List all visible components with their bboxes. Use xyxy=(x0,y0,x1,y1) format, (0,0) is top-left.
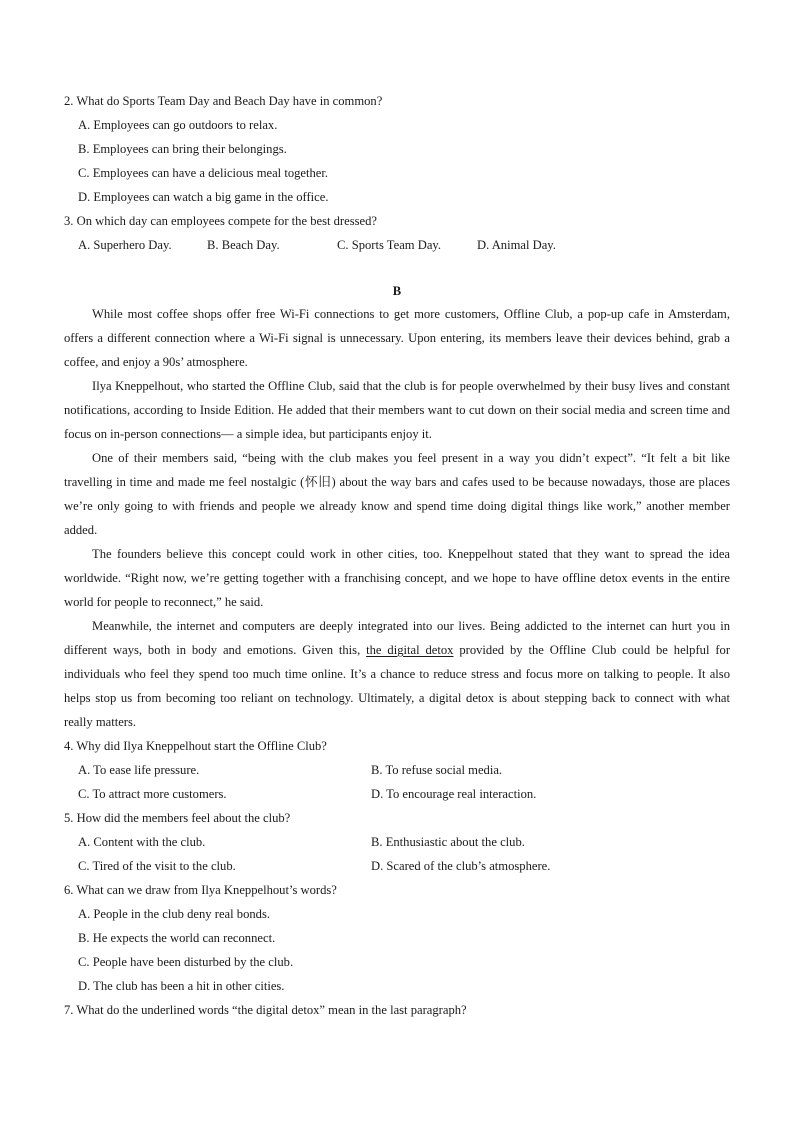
q4-option-d: D. To encourage real interaction. xyxy=(371,787,537,801)
q4-option-c: C. To attract more customers. xyxy=(78,787,227,801)
question-4: 4. Why did Ilya Kneppelhout start the Offline Club? xyxy=(64,739,327,753)
q3-option-b: B. Beach Day. xyxy=(207,238,280,252)
q5-option-c: C. Tired of the visit to the club. xyxy=(78,859,236,873)
q5-option-d: D. Scared of the club’s atmosphere. xyxy=(371,859,551,873)
section-title: B xyxy=(392,284,402,298)
q2-option-b: B. Employees can bring their belongings. xyxy=(78,142,287,156)
q6-option-b: B. He expects the world can reconnect. xyxy=(78,931,276,945)
passage-paragraph-4: The founders believe this concept could work in other cities, too. Kneppelhout stated that they want to spread the idea worldwide. “Right now, we’re getting together with a franchising concept, and we hope to have offline detox events in the entire world for people to reconnect,” he said. xyxy=(64,547,730,609)
q2-option-c: C. Employees can have a delicious meal together. xyxy=(78,166,329,180)
q6-option-c: C. People have been disturbed by the club. xyxy=(78,955,294,969)
q6-option-a: A. People in the club deny real bonds. xyxy=(78,907,271,921)
q3-option-c: C. Sports Team Day. xyxy=(337,238,442,252)
q5-option-a: A. Content with the club. xyxy=(78,835,206,849)
q3-option-a: A. Superhero Day. xyxy=(78,238,172,252)
passage-paragraph-3: One of their members said, “being with the club makes you feel present in a way you didn’t expect”. “It felt a bit like travelling in time and made me feel nostalgic (怀旧) about the way bars and cafes used to be because nowadays, those are places we’re only going to with friends and people we already know and spend time doing digital things like work,” another member added. xyxy=(64,451,730,537)
q5-option-b: B. Enthusiastic about the club. xyxy=(371,835,525,849)
underlined-phrase: the digital detox xyxy=(366,643,454,657)
q6-option-d: D. The club has been a hit in other cities. xyxy=(78,979,285,993)
q2-option-a: A. Employees can go outdoors to relax. xyxy=(78,118,278,132)
paragraph-5-text-end: provided by the Offline Club could be helpful for individuals who feel they spend too much time online. It’s a chance to reduce stress and focus more on talking to people. It also helps stop us from becoming too reliant on technology. Ultimately, a digital detox is about stepping back to connect with what really matters. xyxy=(64,643,731,729)
question-3: 3. On which day can employees compete for the best dressed? xyxy=(64,214,377,228)
q3-option-d: D. Animal Day. xyxy=(477,238,556,252)
q4-option-b: B. To refuse social media. xyxy=(371,763,503,777)
q4-option-a: A. To ease life pressure. xyxy=(78,763,200,777)
question-6: 6. What can we draw from Ilya Kneppelhout’s words? xyxy=(64,883,337,897)
question-2: 2. What do Sports Team Day and Beach Day have in common? xyxy=(64,94,383,108)
passage-paragraph-1: While most coffee shops offer free Wi-Fi connections to get more customers, Offline Club, a pop-up cafe in Amsterdam, offers a different connection where a Wi-Fi signal is unnecessary. Upon entering, its members leave their devices behind, grab a coffee, and enjoy a 90s’ atmosphere. xyxy=(64,307,730,369)
q2-option-d: D. Employees can watch a big game in the office. xyxy=(78,190,329,204)
question-5: 5. How did the members feel about the club? xyxy=(64,811,291,825)
passage-paragraph-2: Ilya Kneppelhout, who started the Offline Club, said that the club is for people overwhelmed by their busy lives and constant notifications, according to Inside Edition. He added that their members want to cut down on their social media and screen time and focus on in-person connections— a simple idea, but participants enjoy it. xyxy=(64,379,730,441)
paragraph-5-text-start: Meanwhile, the internet and computers are deeply integrated into our lives. Being addicted to the internet can hurt you in different ways, both in body and emotions. Given this, xyxy=(64,619,730,657)
passage-paragraph-5 xyxy=(64,614,730,734)
question-7: 7. What do the underlined words “the digital detox” mean in the last paragraph? xyxy=(64,1003,467,1017)
